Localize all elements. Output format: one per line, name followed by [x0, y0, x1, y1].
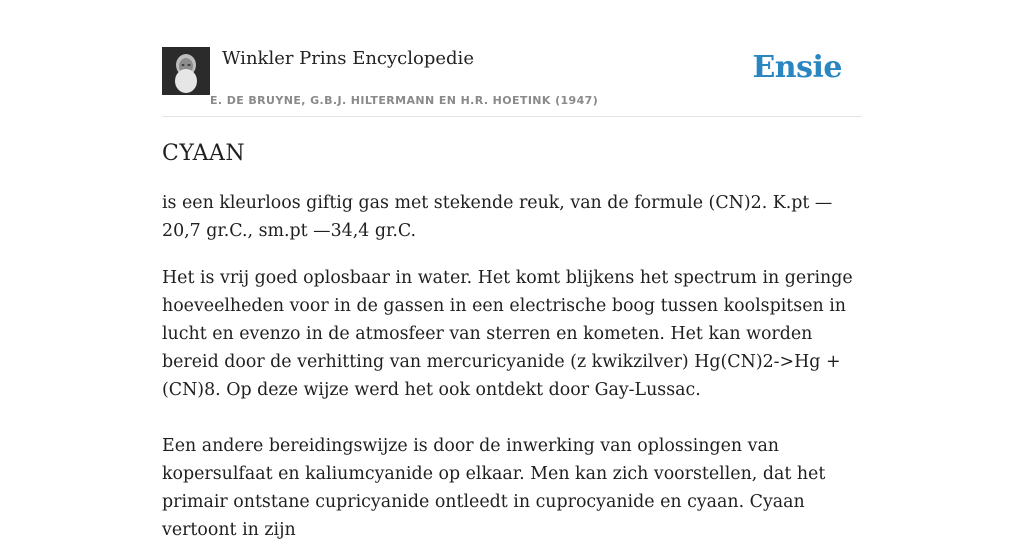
article-title: CYAAN: [162, 141, 246, 166]
source-title[interactable]: Winkler Prins Encyclopedie: [222, 48, 474, 69]
source-authors: E. DE BRUYNE, G.B.J. HILTERMANN EN H.R. HOETINK (1947): [210, 94, 599, 107]
article-paragraph: Een andere bereidingswijze is door de inwerking van oplossingen van kopersulfaat en kaliumcyanide op elkaar. Men kan zich voorstellen, dat het primair ontstane cupricyanide ontleedt in cuprocyanide en cyaan. Cyaan vertoont in zijn: [162, 436, 826, 540]
article-body: [162, 139, 866, 544]
author-portrait-avatar[interactable]: [162, 47, 210, 95]
brand-logo[interactable]: Ensie: [752, 50, 842, 85]
author-portrait-icon: [162, 47, 210, 95]
source-header: [162, 44, 862, 117]
article-paragraph: Het is vrij goed oplosbaar in water. Het komt blijkens het spectrum in geringe hoeveelheden voor in de gassen in een electrische boog tussen koolspitsen in lucht en evenzo in de atmosfeer van sterren en kometen. Het kan worden bereid door de verhitting van mercuricyanide (z kwikzilver) Hg(CN)2->Hg + (CN)8. Op deze wijze werd het ook ontdekt door Gay-Lussac.: [162, 268, 853, 400]
article-paragraph: is een kleurloos giftig gas met stekende reuk, van de formule (CN)2. K.pt —20,7 gr.C., sm.pt —34,4 gr.C.: [162, 193, 833, 241]
